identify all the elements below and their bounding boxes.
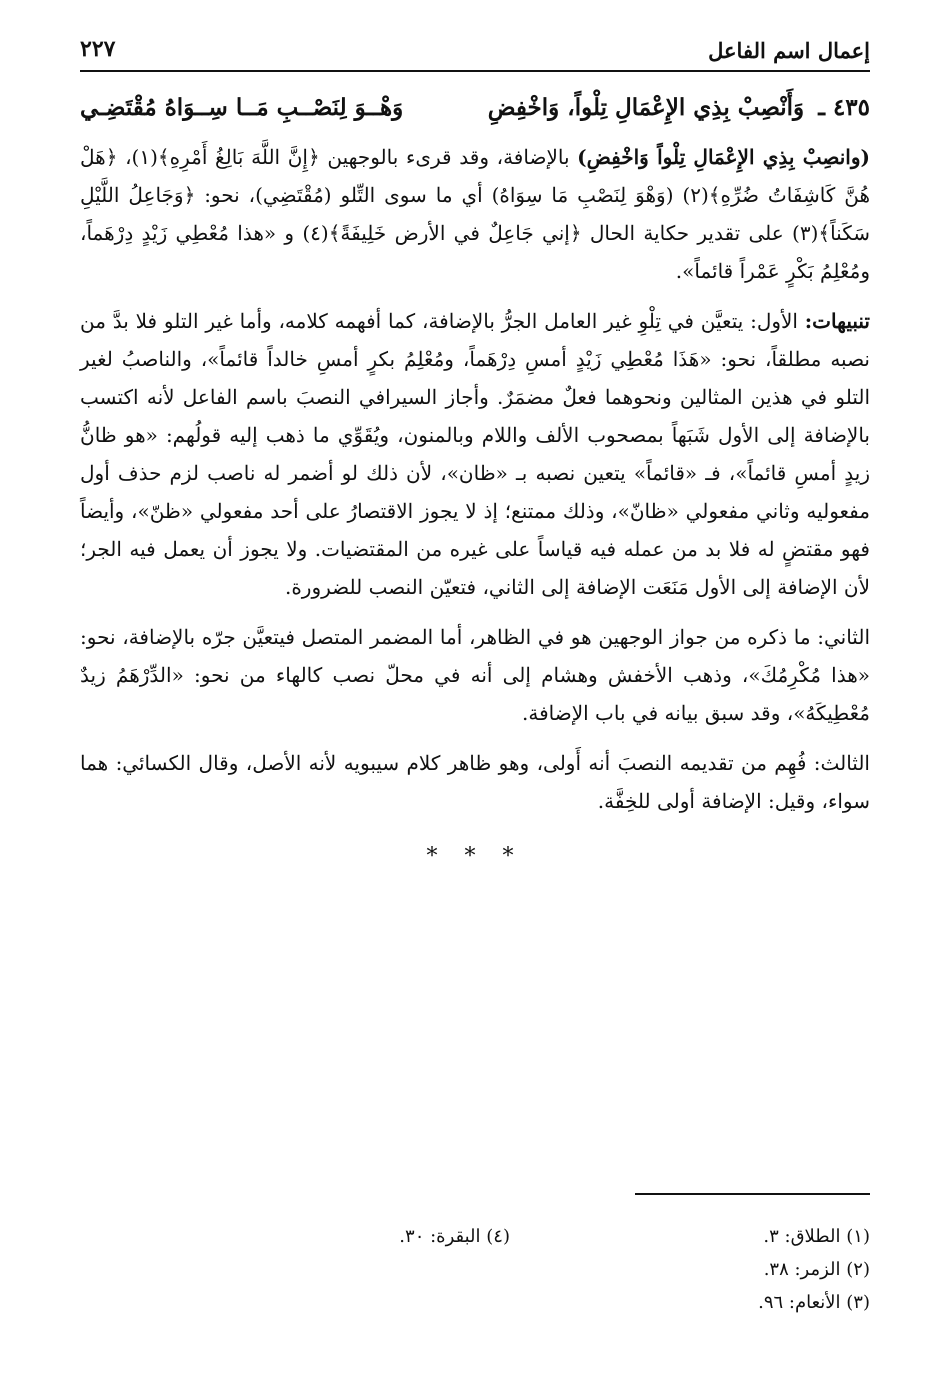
- verse-line: [80, 90, 870, 126]
- paragraph-lead: (وانصِبْ بِذِي الإِعْمَالِ تِلْواً وَاخْفِضِ): [577, 145, 870, 169]
- footnotes: [80, 1220, 870, 1319]
- paragraph: [80, 744, 870, 820]
- footnote: (١) الطلاق: ٣.: [763, 1226, 870, 1247]
- paragraph-text: بالإضافة، وقد قرىء بالوجهين ﴿إِنَّ اللَّهَ بَالِغُ أَمْرِهِ﴾(١)، ﴿هَلْ هُنَّ كَاشِفَاتُ ضُرِّهِ﴾(٢) (وَهْوَ لِنَصْبِ مَا سِوَاهُ) أي ما سوى التِّلو (مُقْتَضِي)، نحو: ﴿وَجَاعِلُ اللَّيْلِ سَكَناً﴾(٣) على تقدير حكاية الحال ﴿إني جَاعِلٌ في الأرض خَلِيفَةً﴾(٤) و «هذا مُعْطِي زَيْدٍ دِرْهَماً، ومُعْلِمُ بَكْرٍ عَمْراً قائماً».: [80, 145, 871, 283]
- paragraph: [80, 138, 870, 290]
- paragraph-lead: تنبيهات:: [804, 309, 870, 333]
- footnote: (٢) الزمر: ٣٨.: [763, 1259, 870, 1280]
- footnote: (٣) الأنعام: ٩٦.: [758, 1292, 870, 1313]
- verse-number: ٤٣٥ ـ: [818, 94, 870, 121]
- paragraph: [80, 618, 870, 732]
- verse-hemistich-2: وَهْــوَ لِنَصْــبِ مَــا سِــوَاهُ مُقْتَضِـي: [80, 94, 404, 121]
- page-number: ٢٢٧: [80, 36, 127, 62]
- verse-hemistich-1: وَأَنْصِبْ بِذِي الإِعْمَالِ تِلْواً، وَاخْفِضِ: [487, 94, 805, 121]
- book-page: [80, 30, 870, 1360]
- page-header: [80, 30, 870, 72]
- verse-first-half: [488, 90, 870, 126]
- running-title: إعمال اسم الفاعل: [694, 38, 870, 63]
- section-separator: * * *: [426, 844, 524, 869]
- paragraph: [80, 302, 870, 606]
- paragraph-text: الثاني: ما ذكره من جواز الوجهين هو في الظاهر، أما المضمر المتصل فيتعيَّن جرّه بالإضافة، نحو: «هذا مُكْرِمُكَ»، وذهب الأخفش وهشام إلى أنه في محلّ نصب كالهاء من نحو: «الدِّرْهَمُ زيدٌ مُعْطِيكَهُ»، وقد سبق بيانه في باب الإضافة.: [80, 625, 870, 725]
- commentary-body: [80, 138, 870, 876]
- paragraph-text: الثالث: فُهِم من تقديمه النصبَ أنه أَولى، وهو ظاهر كلام سيبويه لأنه الأصل، وقال الكسائي: هما سواء، وقيل: الإضافة أولى للخِفَّة.: [80, 751, 870, 813]
- footnote: (٤) البقرة: ٣٠.: [399, 1226, 510, 1247]
- footnote-column-left: [150, 1220, 510, 1319]
- paragraph-text: الأول: يتعيَّن في تِلْوِ غير العامل الجرُّ بالإضافة، كما أفهمه كلامه، وأما غير التلو فلا بدَّ من نصبه مطلقاً، نحو: «هَذَا مُعْطِي زَيْدٍ أمسِ دِرْهَماً، ومُعْلِمُ بكرٍ أمسِ خالداً قائماً»، والناصبُ لغير التلو في هذين المثالين ونحوهما فعلٌ مضمَرٌ. وأجاز السيرافي النصبَ باسم الفاعل لأنه اكتسب بالإضافة إلى الأول شَبَهاً بمصحوب الألف واللام وبالمنون، ويُقَوِّي ما ذهب إليه قولُهم: «هو ظانُّ زيدٍ أمسِ قائماً»، فـ «قائماً» يتعين نصبه بـ «ظان»، لأن ذلك لو أضمر له ناصب لزم حذف أول مفعوليه وثاني مفعولي «ظانّ»، وذلك ممتنع؛ إذ لا يجوز الاقتصارُ على أحد مفعولي «ظنّ»، وأيضاً فهو مقتضٍ له فلا بد من عمله فيه قياساً على غيره من المقتضيات. ولا يجوز أن يعمل فيه الجر؛ لأن الإضافة إلى الأول مَنَعَت الإضافة إلى الثاني، فتعيّن النصب للضرورة.: [80, 309, 870, 599]
- footnote-divider: [635, 1193, 870, 1195]
- footnote-column-right: [510, 1220, 870, 1319]
